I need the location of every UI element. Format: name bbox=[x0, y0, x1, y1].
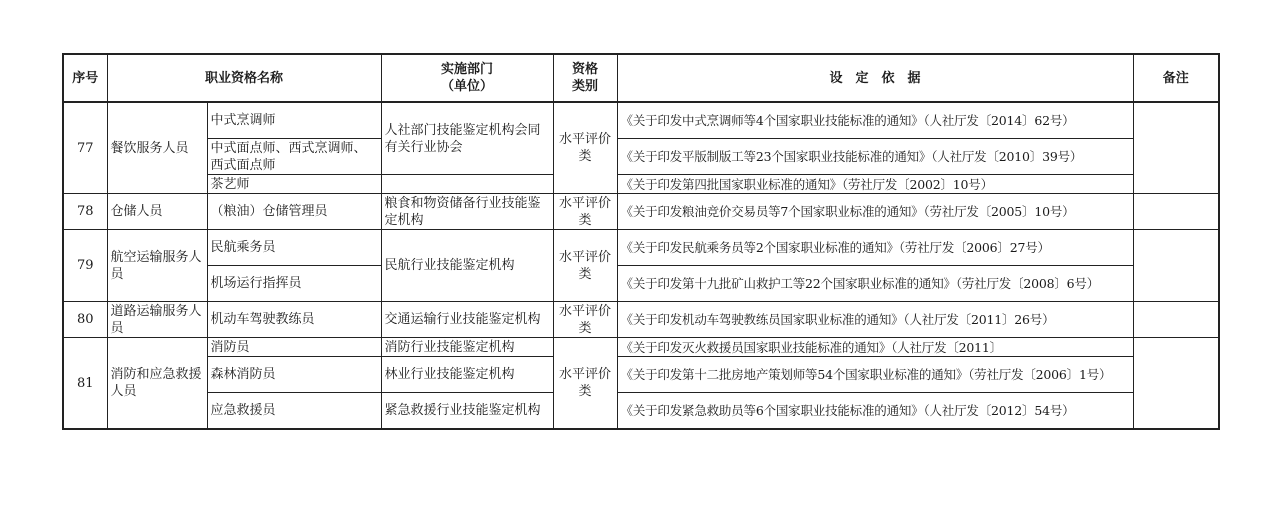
qualification-name: 茶艺师 bbox=[207, 175, 381, 194]
remark bbox=[1133, 230, 1219, 302]
row-seq: 78 bbox=[63, 194, 107, 230]
qualification-name: 森林消防员 bbox=[207, 357, 381, 393]
qualification-category: 水平评价类 bbox=[553, 102, 617, 194]
implementing-dept: 消防行业技能鉴定机构 bbox=[381, 338, 553, 357]
legal-basis: 《关于印发紧急救助员等6个国家职业技能标准的通知》（人社厅发〔2012〕54号） bbox=[617, 393, 1133, 430]
qualification-category: 水平评价类 bbox=[553, 194, 617, 230]
qualification-name: 民航乘务员 bbox=[207, 230, 381, 266]
header-dept bbox=[381, 54, 553, 102]
header-row bbox=[63, 54, 1219, 102]
implementing-dept: 民航行业技能鉴定机构 bbox=[381, 230, 553, 302]
header-dept-line2: （单位） bbox=[441, 79, 494, 94]
table-row bbox=[63, 393, 1219, 430]
row-category-name: 航空运输服务人员 bbox=[107, 230, 207, 302]
implementing-dept-empty bbox=[381, 175, 553, 194]
table-row bbox=[63, 302, 1219, 338]
header-basis: 设 定 依 据 bbox=[617, 54, 1133, 102]
legal-basis: 《关于印发第十九批矿山救护工等22个国家职业标准的通知》（劳社厅发〔2008〕6号） bbox=[617, 266, 1133, 302]
legal-basis: 《关于印发平版制版工等23个国家职业技能标准的通知》（人社厅发〔2010〕39号） bbox=[617, 139, 1133, 175]
legal-basis: 《关于印发中式烹调师等4个国家职业技能标准的通知》（人社厅发〔2014〕62号） bbox=[617, 102, 1133, 139]
header-name: 职业资格名称 bbox=[107, 54, 381, 102]
remark bbox=[1133, 302, 1219, 338]
remark bbox=[1133, 194, 1219, 230]
qualification-category: 水平评价类 bbox=[553, 302, 617, 338]
implementing-dept: 交通运输行业技能鉴定机构 bbox=[381, 302, 553, 338]
table-row bbox=[63, 102, 1219, 139]
table-row bbox=[63, 266, 1219, 302]
qualification-name: 中式烹调师 bbox=[207, 102, 381, 139]
legal-basis: 《关于印发灭火救援员国家职业技能标准的通知》（人社厅发〔2011〕 bbox=[617, 338, 1133, 357]
legal-basis: 《关于印发第四批国家职业标准的通知》（劳社厅发〔2002〕10号） bbox=[617, 175, 1133, 194]
implementing-dept: 粮食和物资储备行业技能鉴定机构 bbox=[381, 194, 553, 230]
row-category-name: 仓储人员 bbox=[107, 194, 207, 230]
implementing-dept: 人社部门技能鉴定机构会同有关行业协会 bbox=[381, 102, 553, 175]
table-row bbox=[63, 230, 1219, 266]
remark bbox=[1133, 338, 1219, 430]
row-category-name: 餐饮服务人员 bbox=[107, 102, 207, 194]
header-dept-line1: 实施部门 bbox=[441, 62, 494, 77]
qualification-name: 中式面点师、西式烹调师、西式面点师 bbox=[207, 139, 381, 175]
table-row bbox=[63, 338, 1219, 357]
row-category-name: 消防和应急救援人员 bbox=[107, 338, 207, 430]
legal-basis: 《关于印发第十二批房地产策划师等54个国家职业标准的通知》（劳社厅发〔2006〕1号） bbox=[617, 357, 1133, 393]
table-row bbox=[63, 175, 1219, 194]
header-category bbox=[553, 54, 617, 102]
table-row bbox=[63, 357, 1219, 393]
legal-basis: 《关于印发民航乘务员等2个国家职业标准的通知》（劳社厅发〔2006〕27号） bbox=[617, 230, 1133, 266]
remark bbox=[1133, 102, 1219, 194]
legal-basis: 《关于印发机动车驾驶教练员国家职业标准的通知》（人社厅发〔2011〕26号） bbox=[617, 302, 1133, 338]
table-row bbox=[63, 194, 1219, 230]
row-seq: 77 bbox=[63, 102, 107, 194]
header-category-line1: 资格 bbox=[572, 62, 599, 77]
qualification-name: 机动车驾驶教练员 bbox=[207, 302, 381, 338]
legal-basis: 《关于印发粮油竞价交易员等7个国家职业标准的通知》（劳社厅发〔2005〕10号） bbox=[617, 194, 1133, 230]
row-seq: 81 bbox=[63, 338, 107, 430]
qualification-table bbox=[62, 53, 1220, 430]
qualification-name: 应急救援员 bbox=[207, 393, 381, 430]
header-seq: 序号 bbox=[63, 54, 107, 102]
qualification-category: 水平评价类 bbox=[553, 338, 617, 430]
implementing-dept: 林业行业技能鉴定机构 bbox=[381, 357, 553, 393]
table-row bbox=[63, 139, 1219, 175]
qualification-name: 机场运行指挥员 bbox=[207, 266, 381, 302]
header-note: 备注 bbox=[1133, 54, 1219, 102]
row-seq: 79 bbox=[63, 230, 107, 302]
header-category-line2: 类别 bbox=[572, 79, 599, 94]
row-category-name: 道路运输服务人员 bbox=[107, 302, 207, 338]
row-seq: 80 bbox=[63, 302, 107, 338]
qualification-name: （粮油）仓储管理员 bbox=[207, 194, 381, 230]
qualification-name: 消防员 bbox=[207, 338, 381, 357]
qualification-category: 水平评价类 bbox=[553, 230, 617, 302]
implementing-dept: 紧急救援行业技能鉴定机构 bbox=[381, 393, 553, 430]
